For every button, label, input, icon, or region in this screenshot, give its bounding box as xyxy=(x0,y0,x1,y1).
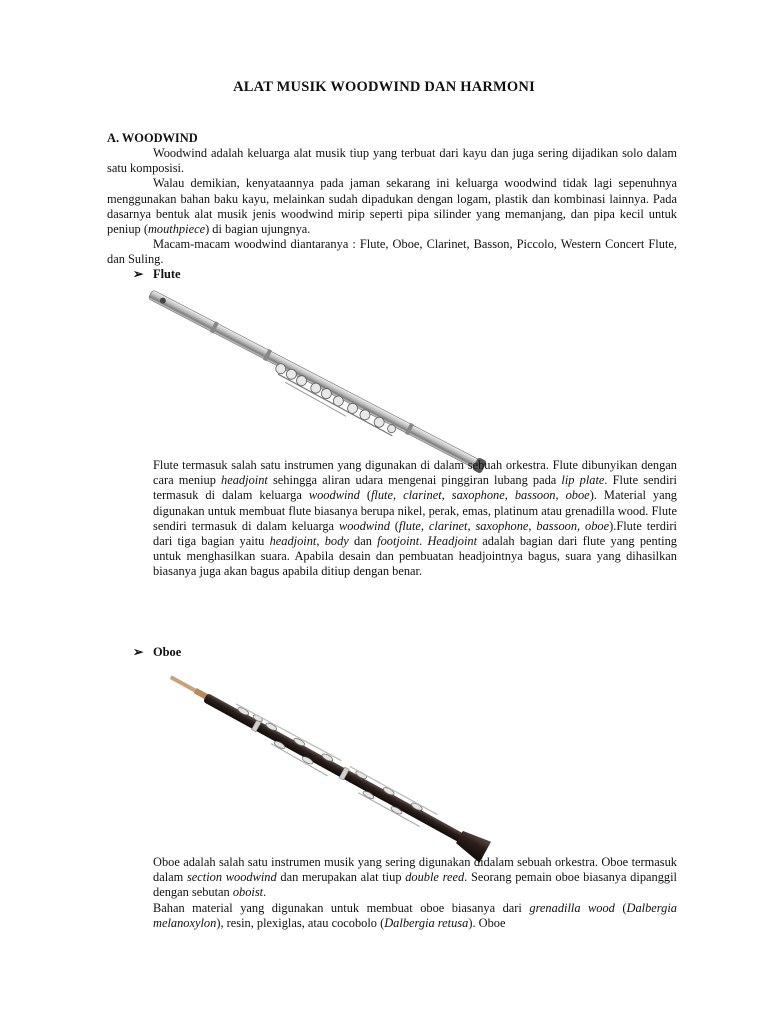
arrow-bullet-icon: ➢ xyxy=(133,267,144,281)
bullet-label: Flute xyxy=(153,267,181,281)
oboe-description xyxy=(153,855,677,931)
page-title: ALAT MUSIK WOODWIND DAN HARMONI xyxy=(233,79,535,95)
section-heading-woodwind: A. WOODWIND xyxy=(107,131,198,145)
paragraph-types: Macam-macam woodwind diantaranya : Flute, Oboe, Clarinet, Basson, Piccolo, Western Concert Flute, dan Suling. xyxy=(107,237,677,267)
paragraph-flute: Flute termasuk salah satu instrumen yang digunakan di dalam sebuah orkestra. Flute dibunyikan dengan cara meniup headjoint sehingga aliran udara mengenai pinggiran lubang pada lip plate. Flute sendiri termasuk di dalam keluarga woodwind (flute, clarinet, saxophone, bassoon, oboe). Material yang digunakan untuk membuat flute biasanya berupa nikel, perak, emas, platinum atau grenadilla wood. Flute sendiri termasuk di dalam keluarga woodwind (flute, clarinet, saxophone, bassoon, oboe).Flute terdiri dari tiga bagian yaitu headjoint, body dan footjoint. Headjoint adalah bagian dari flute yang penting untuk menghasilkan suara. Apabila desain dan pembuatan headjointnya bagus, suara yang dihasilkan biasanya juga akan bagus apabila ditiup dengan benar. xyxy=(153,458,678,579)
paragraph-materials: Walau demikian, kenyataannya pada jaman sekarang ini keluarga woodwind tidak lagi sepenuhnya menggunakan bahan baku kayu, melainkan sudah dipadukan dengan logam, plastik dan kombinasi lainnya. Pada dasarnya bentuk alat musik jenis woodwind mirip seperti pipa silinder yang memanjang, dan pipa kecil untuk peniup (mouthpiece) di bagian ujungnya. xyxy=(107,176,677,237)
paragraph-oboe-material: Bahan material yang digunakan untuk membuat oboe biasanya dari grenadilla wood (Dalbergia melanoxylon), resin, plexiglas, atau cocobolo (Dalbergia retusa). Oboe xyxy=(153,900,677,930)
bullet-oboe xyxy=(133,645,181,660)
intro-text xyxy=(107,146,677,268)
paragraph-oboe: Oboe adalah salah satu instrumen musik yang sering digunakan didalam sebuah orkestra. Oboe termasuk dalam section woodwind dan merupakan alat tiup double reed. Seorang pemain oboe biasanya dipanggil dengan sebutan oboist. xyxy=(153,855,677,900)
bullet-flute xyxy=(133,267,181,282)
oboe-image xyxy=(170,672,490,852)
flute-image xyxy=(150,288,490,458)
arrow-bullet-icon: ➢ xyxy=(133,645,144,659)
paragraph-definition: Woodwind adalah keluarga alat musik tiup yang terbuat dari kayu dan juga sering dijadikan solo dalam satu komposisi. xyxy=(107,146,677,176)
bullet-label: Oboe xyxy=(153,645,182,659)
flute-description xyxy=(153,458,677,580)
